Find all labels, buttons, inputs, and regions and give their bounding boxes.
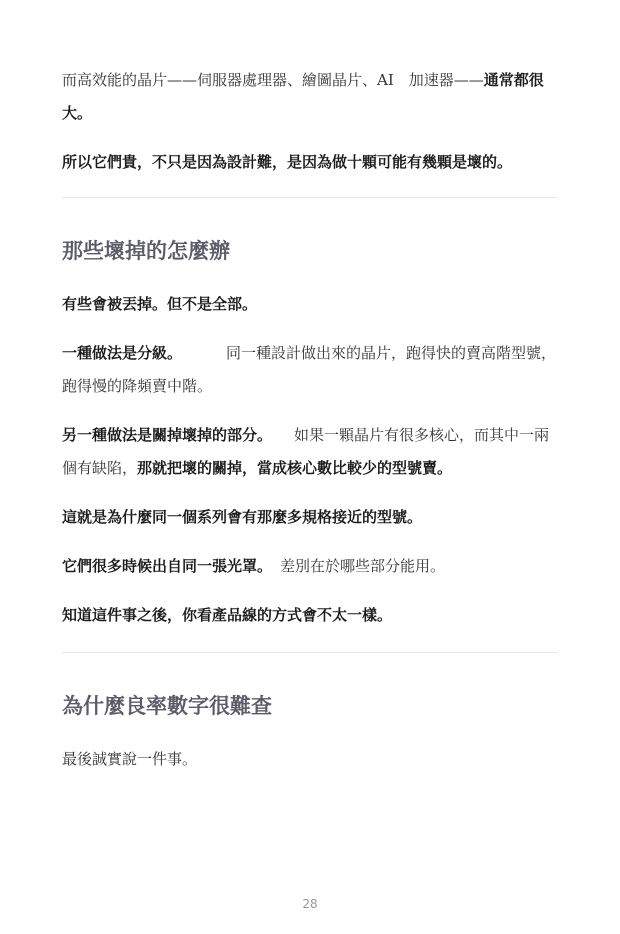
s1-p3-bold: 另一種做法是關掉壞掉的部分。 bbox=[62, 426, 273, 444]
s1-p5-bold: 它們很多時候出自同一張光罩。 bbox=[62, 557, 273, 575]
page-content bbox=[62, 64, 558, 792]
s2-paragraph-1 bbox=[62, 743, 558, 776]
s1-p2-bold: 一種做法是分級。 bbox=[62, 344, 183, 362]
intro-bold: 通常都很大。 bbox=[62, 71, 544, 122]
intro-text: 而高效能的晶片——伺服器處理器、繪圖晶片、AI 加速器—— bbox=[62, 71, 484, 89]
s1-p5-text: 差別在於哪些部分能用。 bbox=[280, 557, 446, 575]
s1-p3-text: 如果一顆晶片有很多核心，而其中一兩個有缺陷， bbox=[62, 426, 550, 477]
s1-p1-bold: 有些會被丟掉。但不是全部。 bbox=[62, 295, 258, 313]
intro-paragraph bbox=[62, 64, 558, 130]
s1-p4-bold: 這就是為什麼同一個系列會有那麼多規格接近的型號。 bbox=[62, 508, 423, 526]
section-divider-1 bbox=[62, 197, 558, 198]
s1-paragraph-6 bbox=[62, 599, 558, 632]
s1-p6-bold: 知道這件事之後，你看產品線的方式會不太一樣。 bbox=[62, 606, 393, 624]
s1-paragraph-3 bbox=[62, 419, 558, 485]
s1-paragraph-5 bbox=[62, 550, 558, 583]
s1-paragraph-2 bbox=[62, 337, 558, 403]
summary-paragraph bbox=[62, 146, 558, 179]
s1-p3-bold2: 那就把壞的關掉，當成核心數比較少的型號賣。 bbox=[137, 459, 453, 477]
section-divider-2 bbox=[62, 652, 558, 653]
s1-p2-text: 同一種設計做出來的晶片，跑得快的賣高階型號，跑得慢的降頻賣中階。 bbox=[62, 344, 557, 395]
s1-paragraph-1 bbox=[62, 288, 558, 321]
section-heading-1: 那些壞掉的怎麼辦 bbox=[62, 239, 230, 263]
page-number: 28 bbox=[302, 897, 318, 911]
s1-paragraph-4 bbox=[62, 501, 558, 534]
section-heading-2: 為什麼良率數字很難查 bbox=[62, 694, 272, 718]
s2-p1-text: 最後誠實說一件事。 bbox=[62, 750, 198, 768]
summary-bold: 所以它們貴，不只是因為設計難，是因為做十顆可能有幾顆是壞的。 bbox=[62, 153, 513, 171]
